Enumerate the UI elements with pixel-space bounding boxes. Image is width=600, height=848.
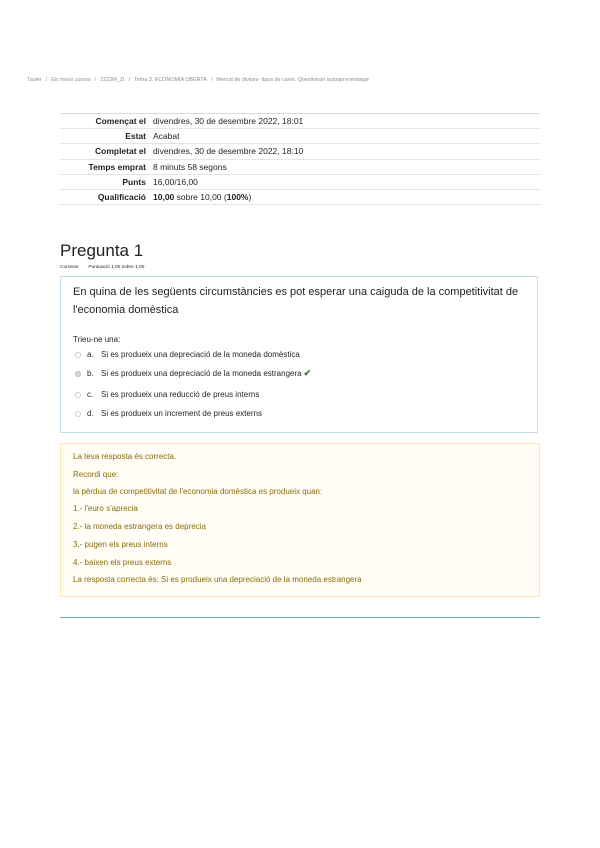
question-content-box bbox=[60, 276, 538, 433]
summary-row-marks bbox=[60, 174, 540, 189]
summary-row-time-taken bbox=[60, 159, 540, 174]
question-title: Pregunta 1 bbox=[60, 241, 144, 260]
summary-value: divendres, 30 de desembre 2022, 18:10 bbox=[153, 146, 304, 157]
summary-label: Estat bbox=[125, 131, 146, 142]
answer-letter: c. bbox=[87, 390, 94, 399]
summary-label: Començat el bbox=[95, 116, 146, 127]
answer-text: Si es produeix una reducció de preus interns bbox=[101, 390, 260, 399]
summary-value: 8 minuts 58 segons bbox=[153, 161, 227, 172]
breadcrumb-item-dashboard[interactable]: Tauler bbox=[27, 77, 42, 83]
answer-option-c[interactable] bbox=[75, 388, 259, 401]
question-grade: Puntuació 1,00 sobre 1,00 bbox=[88, 265, 145, 270]
summary-row-completed bbox=[60, 144, 540, 159]
summary-label: Temps emprat bbox=[88, 161, 146, 172]
feedback-box bbox=[60, 443, 540, 597]
feedback-line: Recordi que: bbox=[73, 470, 119, 479]
summary-row-started bbox=[60, 114, 540, 129]
radio-button[interactable] bbox=[75, 411, 81, 417]
answer-prompt: Trieu-ne una: bbox=[73, 335, 121, 344]
answer-letter: a. bbox=[87, 350, 94, 359]
summary-label: Completat el bbox=[94, 146, 146, 157]
breadcrumb-separator: / bbox=[210, 77, 213, 83]
answer-letter: b. bbox=[87, 369, 94, 378]
answer-letter: d. bbox=[87, 409, 94, 418]
breadcrumb-item-my-courses[interactable]: Els meus cursos bbox=[51, 77, 91, 83]
breadcrumb-item-topic[interactable]: Tema 3. ECONOMIA OBERTA bbox=[134, 77, 207, 83]
breadcrumb bbox=[27, 77, 587, 83]
answer-option-d[interactable] bbox=[75, 407, 262, 420]
breadcrumb-item-course[interactable]: 2223M_ZI bbox=[100, 77, 125, 83]
breadcrumb-separator: / bbox=[94, 77, 97, 83]
feedback-line: 3.- pugen els preus interns bbox=[73, 540, 168, 549]
grade-out-of: sobre 10,00 ( bbox=[174, 192, 227, 203]
answer-text: Si es produeix una depreciació de la moneda estrangera bbox=[101, 369, 302, 378]
feedback-line: La resposta correcta és: Si es produeix una depreciació de la moneda estrangera bbox=[73, 575, 362, 584]
answer-option-b[interactable] bbox=[75, 367, 311, 380]
feedback-line: 1.- l'euro s'aprecia bbox=[73, 504, 138, 513]
breadcrumb-separator: / bbox=[45, 77, 48, 83]
grade-percent: 100% bbox=[226, 192, 249, 203]
divider bbox=[60, 617, 540, 618]
breadcrumb-separator: / bbox=[128, 77, 131, 83]
summary-label: Punts bbox=[122, 176, 146, 187]
answer-text: Si es produeix un increment de preus externs bbox=[101, 409, 262, 418]
grade-close: ) bbox=[248, 192, 252, 203]
feedback-line: La teva resposta és correcta. bbox=[73, 452, 177, 461]
summary-value: 16,00/16,00 bbox=[153, 176, 198, 187]
feedback-line: la pèrdua de competitivitat de l'economia domèstica es produeix quan: bbox=[73, 487, 323, 496]
attempt-summary-table bbox=[60, 113, 540, 205]
question-state: Correcte bbox=[60, 265, 79, 270]
radio-button[interactable] bbox=[75, 352, 81, 358]
answer-option-a[interactable] bbox=[75, 348, 300, 361]
correct-check-icon: ✔ bbox=[303, 368, 312, 378]
radio-button-selected[interactable] bbox=[75, 371, 81, 377]
summary-value bbox=[150, 189, 540, 204]
grade-score: 10,00 bbox=[153, 192, 175, 203]
feedback-line: 2.- la moneda estrangera es deprecia bbox=[73, 522, 206, 531]
feedback-line: 4.- baixen els preus externs bbox=[73, 558, 172, 567]
breadcrumb-item-quiz[interactable]: Mercat de divises- tipus de canvi. Qüestionari autoaprenentatge bbox=[216, 77, 369, 83]
question-text: En quina de les següents circumstàncies es pot esperar una caiguda de la competitivitat de l'economia domèstica bbox=[73, 286, 519, 316]
radio-button[interactable] bbox=[75, 392, 81, 398]
summary-row-state bbox=[60, 129, 540, 144]
summary-row-grade bbox=[60, 189, 540, 204]
answer-text: Si es produeix una depreciació de la moneda domèstica bbox=[101, 350, 300, 359]
summary-value: Acabat bbox=[153, 131, 180, 142]
summary-label: Qualificació bbox=[97, 192, 146, 203]
question-info bbox=[60, 265, 144, 270]
summary-value: divendres, 30 de desembre 2022, 18:01 bbox=[153, 116, 304, 127]
